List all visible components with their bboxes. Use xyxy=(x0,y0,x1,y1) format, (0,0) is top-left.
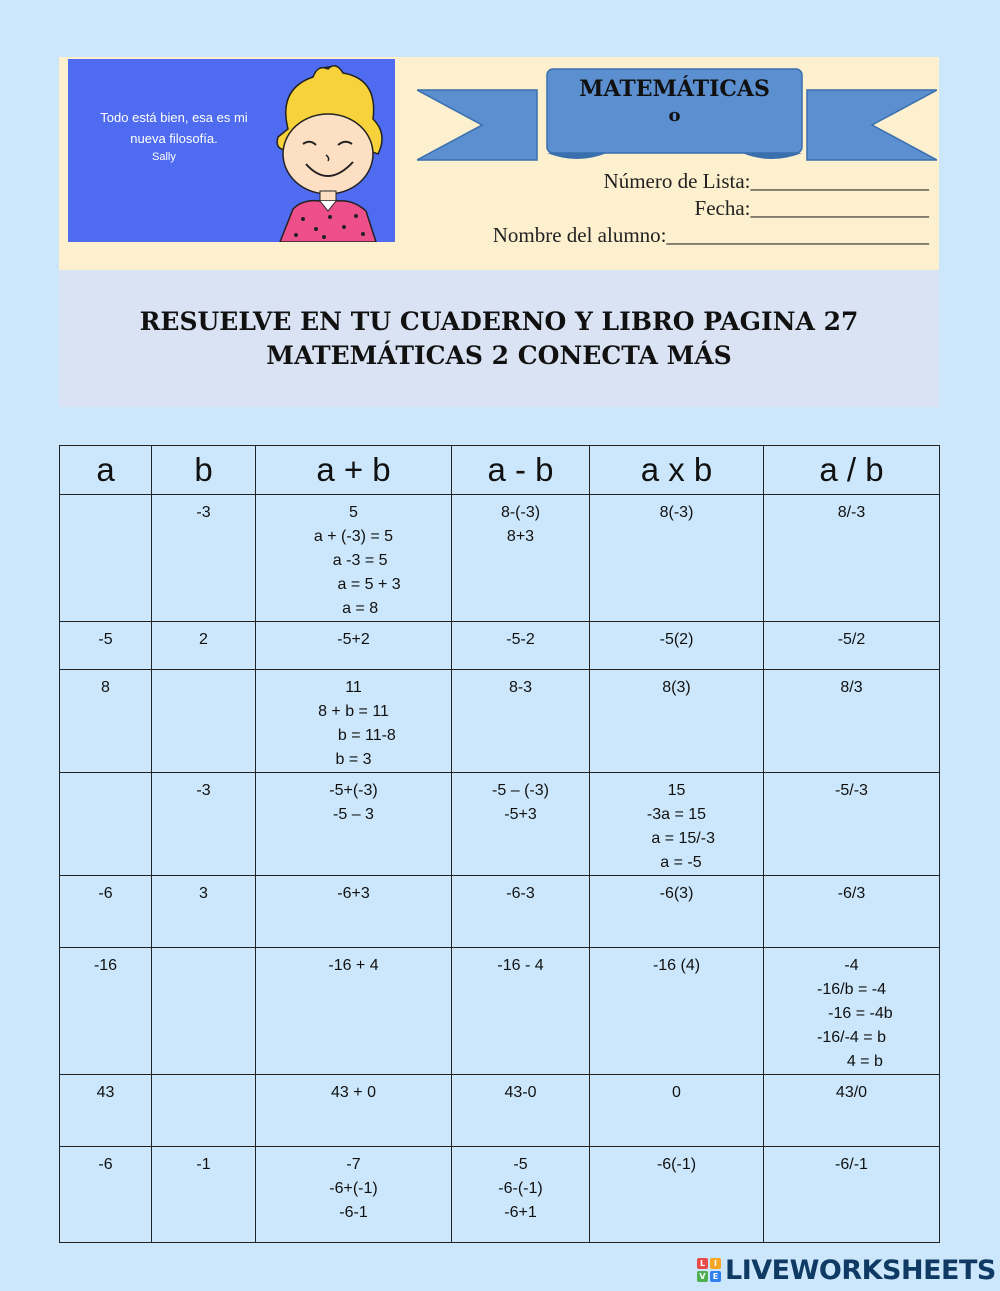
cell-text: -5 – 3 xyxy=(333,806,374,823)
cell-text: a -3 = 5 xyxy=(319,552,388,569)
cell-text: -16 (4) xyxy=(652,957,701,974)
liveworksheets-logo xyxy=(697,1254,996,1286)
cell-text: 0 xyxy=(672,1084,681,1101)
header-a-div-b: a / b xyxy=(764,446,940,495)
logo-mark-icon xyxy=(697,1258,721,1282)
operations-table xyxy=(59,445,940,1243)
fecha-field[interactable]: Fecha:_________________ xyxy=(694,196,929,220)
cell-text: 8(3) xyxy=(662,679,691,696)
table-row xyxy=(60,773,940,876)
cell-text: -16/-4 = b xyxy=(817,1029,886,1046)
cell-text: 4 = b xyxy=(820,1053,883,1070)
cell-b[interactable] xyxy=(152,1147,256,1243)
quote-author: Sally xyxy=(152,151,176,163)
cell-text: a = 15/-3 xyxy=(638,830,715,847)
table-row xyxy=(60,495,940,622)
cell-text: 8(-3) xyxy=(659,504,694,521)
cell-text: -6-(-1) xyxy=(498,1180,543,1197)
cell-text: 5 xyxy=(349,504,358,521)
cell-text: -5 xyxy=(98,631,113,648)
cell-text: b = 3 xyxy=(335,751,372,768)
cell-text: -5+(-3) xyxy=(329,782,378,799)
cell-text: 3 xyxy=(199,885,208,902)
cell-text: -5+3 xyxy=(504,806,537,823)
cell-a-minus-b[interactable] xyxy=(452,876,590,948)
cell-a[interactable] xyxy=(60,495,152,622)
cell-a-div-b[interactable] xyxy=(764,948,940,1075)
cell-a-minus-b[interactable] xyxy=(452,773,590,876)
banner-subtitle: o xyxy=(668,105,681,126)
cell-text: -16 + 4 xyxy=(328,957,379,974)
cell-a-minus-b[interactable] xyxy=(452,495,590,622)
cell-a-times-b[interactable] xyxy=(590,1075,764,1147)
cell-text: -3 xyxy=(196,782,211,799)
table-row xyxy=(60,670,940,773)
cell-text: 43/0 xyxy=(835,1084,868,1101)
header-b: b xyxy=(152,446,256,495)
cell-text: -6-3 xyxy=(506,885,535,902)
table-body xyxy=(60,495,940,1243)
table-header-row xyxy=(60,446,940,495)
cell-a-minus-b[interactable] xyxy=(452,622,590,670)
cell-text: 15 xyxy=(667,782,686,799)
cell-text: -4 xyxy=(844,957,859,974)
numero-de-lista-field[interactable]: Número de Lista:_________________ xyxy=(603,169,929,193)
table-row xyxy=(60,876,940,948)
cell-a-plus-b[interactable] xyxy=(256,1075,452,1147)
cell-a-div-b[interactable] xyxy=(764,622,940,670)
cell-text: 8 + b = 11 xyxy=(318,703,389,720)
cell-text: -5(2) xyxy=(659,631,694,648)
instructions-line-2: MATEMÁTICAS 2 CONECTA MÁS xyxy=(266,341,732,370)
cell-text: 8-(-3) xyxy=(500,504,541,521)
header-a-times-b: a x b xyxy=(590,446,764,495)
cell-text: a = -5 xyxy=(651,854,702,871)
cell-b[interactable] xyxy=(152,948,256,1075)
cell-a-plus-b[interactable] xyxy=(256,1147,452,1243)
cell-a-plus-b[interactable] xyxy=(256,622,452,670)
sally-illustration xyxy=(258,59,395,242)
cell-text: -16 - 4 xyxy=(497,957,544,974)
logo-block: V xyxy=(697,1271,708,1282)
table-row xyxy=(60,1147,940,1243)
cell-text: 8/3 xyxy=(840,679,863,696)
logo-block: L xyxy=(697,1258,708,1269)
cell-a-plus-b[interactable] xyxy=(256,773,452,876)
table-row xyxy=(60,948,940,1075)
cell-text: -5/2 xyxy=(837,631,866,648)
cell-a-minus-b[interactable] xyxy=(452,948,590,1075)
table-row xyxy=(60,1075,940,1147)
header-a-plus-b: a + b xyxy=(256,446,452,495)
cell-a-plus-b[interactable] xyxy=(256,495,452,622)
instructions-line-1: RESUELVE EN TU CUADERNO Y LIBRO PAGINA 27 xyxy=(139,307,859,336)
cell-text: 11 xyxy=(345,679,362,696)
cell-text: a = 8 xyxy=(328,600,379,617)
cell-a-times-b[interactable] xyxy=(590,773,764,876)
cell-a-minus-b[interactable] xyxy=(452,670,590,773)
cell-a-div-b[interactable] xyxy=(764,670,940,773)
cell-text: -6+3 xyxy=(337,885,370,902)
cell-a-times-b[interactable] xyxy=(590,876,764,948)
cell-text: 8/-3 xyxy=(837,504,866,521)
cell-a[interactable] xyxy=(60,773,152,876)
cell-text: -7 xyxy=(346,1156,361,1173)
cell-text: b = 11-8 xyxy=(311,727,396,744)
cell-text: -5/-3 xyxy=(835,782,868,799)
cell-text: -16/b = -4 xyxy=(817,981,886,998)
cell-text: -6/3 xyxy=(837,885,866,902)
cell-a-minus-b[interactable] xyxy=(452,1147,590,1243)
cell-a-plus-b[interactable] xyxy=(256,948,452,1075)
cell-text: 43-0 xyxy=(504,1084,537,1101)
cell-text: -5 xyxy=(513,1156,528,1173)
cell-a[interactable] xyxy=(60,876,152,948)
cell-b[interactable] xyxy=(152,670,256,773)
cell-text: a + (-3) = 5 xyxy=(313,528,394,545)
cell-text: 8+3 xyxy=(506,528,535,545)
logo-text: LIVEWORKSHEETS xyxy=(725,1254,996,1286)
cell-text: -6/-1 xyxy=(835,1156,868,1173)
cell-a-times-b[interactable] xyxy=(590,670,764,773)
header-a: a xyxy=(60,446,152,495)
cell-text: -6+1 xyxy=(504,1204,537,1221)
cell-a-times-b[interactable] xyxy=(590,1147,764,1243)
table-row xyxy=(60,622,940,670)
cell-text: -3 xyxy=(196,504,211,521)
cell-b[interactable] xyxy=(152,876,256,948)
cell-text: 8 xyxy=(101,679,110,696)
cell-text: -5+2 xyxy=(337,631,370,648)
nombre-alumno-field[interactable]: Nombre del alumno:_________________________ xyxy=(492,223,929,247)
cell-text: 2 xyxy=(199,631,208,648)
cell-text: -6+(-1) xyxy=(329,1180,378,1197)
cell-a[interactable] xyxy=(60,1075,152,1147)
cell-a[interactable] xyxy=(60,1147,152,1243)
cell-text: -6 xyxy=(98,885,113,902)
instructions-panel xyxy=(59,270,939,407)
cell-text: 43 xyxy=(96,1084,115,1101)
cell-text: -6(-1) xyxy=(656,1156,697,1173)
cell-text: -1 xyxy=(196,1156,211,1173)
header-a-minus-b: a - b xyxy=(452,446,590,495)
cell-a-div-b[interactable] xyxy=(764,1075,940,1147)
cell-b[interactable] xyxy=(152,1075,256,1147)
cell-a-plus-b[interactable] xyxy=(256,876,452,948)
cell-text: -6(3) xyxy=(659,885,694,902)
cell-b[interactable] xyxy=(152,773,256,876)
cell-text: -16 xyxy=(93,957,118,974)
cell-a-div-b[interactable] xyxy=(764,876,940,948)
quote-text: Todo está bien, esa es mi nueva filosofía. xyxy=(100,110,248,146)
cell-b[interactable] xyxy=(152,622,256,670)
cell-text: -5-2 xyxy=(506,631,535,648)
cell-a-times-b[interactable] xyxy=(590,622,764,670)
cell-a[interactable] xyxy=(60,670,152,773)
cell-a-minus-b[interactable] xyxy=(452,1075,590,1147)
cell-text: -3a = 15 xyxy=(646,806,707,823)
cell-text: -6 xyxy=(98,1156,113,1173)
cell-text: -5 – (-3) xyxy=(492,782,549,799)
logo-block: I xyxy=(710,1258,721,1269)
cell-a-div-b[interactable] xyxy=(764,1147,940,1243)
worksheet-header xyxy=(59,57,939,270)
cell-a-div-b[interactable] xyxy=(764,495,940,622)
cell-text: 43 + 0 xyxy=(331,1084,376,1101)
cell-a-div-b[interactable] xyxy=(764,773,940,876)
cell-a-times-b[interactable] xyxy=(590,495,764,622)
cell-a-times-b[interactable] xyxy=(590,948,764,1075)
cell-a-plus-b[interactable] xyxy=(256,670,452,773)
cell-a[interactable] xyxy=(60,948,152,1075)
cell-a[interactable] xyxy=(60,622,152,670)
logo-block: E xyxy=(710,1271,721,1282)
cell-text: -16 = -4b xyxy=(810,1005,893,1022)
quote-panel xyxy=(68,59,395,242)
cell-b[interactable] xyxy=(152,495,256,622)
banner-title: MATEMÁTICAS xyxy=(579,76,770,102)
cell-text: a = 5 + 3 xyxy=(306,576,401,593)
cell-text: -6-1 xyxy=(339,1204,368,1221)
cell-text: 8-3 xyxy=(508,679,533,696)
